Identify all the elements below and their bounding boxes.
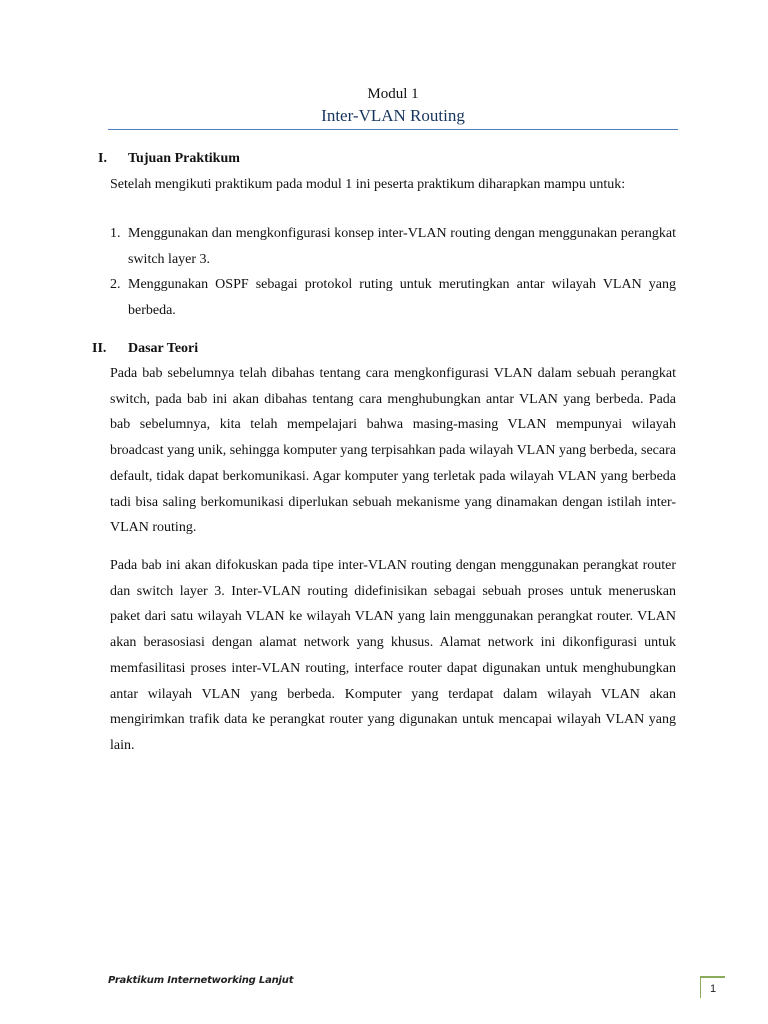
module-number: Modul 1 bbox=[367, 86, 419, 102]
section-2-numeral: II. bbox=[92, 341, 107, 356]
section-1-numeral: I. bbox=[98, 151, 107, 166]
title-divider bbox=[108, 129, 678, 130]
page-header bbox=[108, 84, 678, 127]
section-1-title: Tujuan Praktikum bbox=[128, 151, 240, 166]
page-number: 1 bbox=[700, 976, 725, 998]
list-item-text: Menggunakan OSPF sebagai protokol ruting untuk merutingkan antar wilayah VLAN yang berbeda. bbox=[128, 277, 676, 319]
section-1-heading bbox=[98, 150, 678, 168]
section-2-heading bbox=[92, 340, 678, 358]
page-title: Inter-VLAN Routing bbox=[321, 106, 465, 125]
list-item-number: 2. bbox=[110, 277, 121, 293]
list-item bbox=[110, 272, 676, 323]
footer-course-label: Praktikum Internetworking Lanjut bbox=[108, 975, 294, 986]
list-item bbox=[110, 221, 676, 272]
list-item-text: Menggunakan dan mengkonfigurasi konsep inter-VLAN routing dengan menggunakan perangkat switch layer 3. bbox=[128, 226, 676, 267]
section-2-paragraph-1: Pada bab sebelumnya telah dibahas tentang cara mengkonfigurasi VLAN dalam sebuah perangkat switch, pada bab ini akan dibahas tentang cara menghubungkan antar VLAN yang berbeda. Pada bab sebelumnya, kita telah mempelajari bahwa masing-masing VLAN mempunyai wilayah broadcast yang unik, sehingga komputer yang terpisahkan pada wilayah VLAN yang berbeda, secara default, tidak dapat berkomunikasi. Agar komputer yang terletak pada wilayah VLAN yang berbeda tadi bisa saling berkomunikasi diperlukan sebuah mekanisme yang dinamakan dengan istilah inter-VLAN routing. bbox=[110, 366, 676, 536]
list-item-number: 1. bbox=[110, 226, 121, 241]
section-2-title: Dasar Teori bbox=[128, 341, 199, 356]
section-1-intro: Setelah mengikuti praktikum pada modul 1 ini peserta praktikum diharapkan mampu untuk: bbox=[110, 177, 626, 192]
section-2-paragraph-2: Pada bab ini akan difokuskan pada tipe inter-VLAN routing dengan menggunakan perangkat router dan switch layer 3. Inter-VLAN routing didefinisikan sebagai sebuah proses untuk meneruskan paket dari satu wilayah VLAN ke wilayah VLAN yang lain menggunakan perangkat router. VLAN akan berasosiasi dengan alamat network yang khusus. Alamat network ini dikonfigurasi untuk memfasilitasi proses inter-VLAN routing, interface router dapat digunakan untuk menghubungkan antar wilayah VLAN yang berbeda. Komputer yang terdapat dalam wilayah VLAN akan mengirimkan trafik data ke perangkat router yang digunakan untuk mencapai wilayah VLAN yang lain. bbox=[110, 558, 676, 753]
objective-list bbox=[110, 221, 676, 324]
